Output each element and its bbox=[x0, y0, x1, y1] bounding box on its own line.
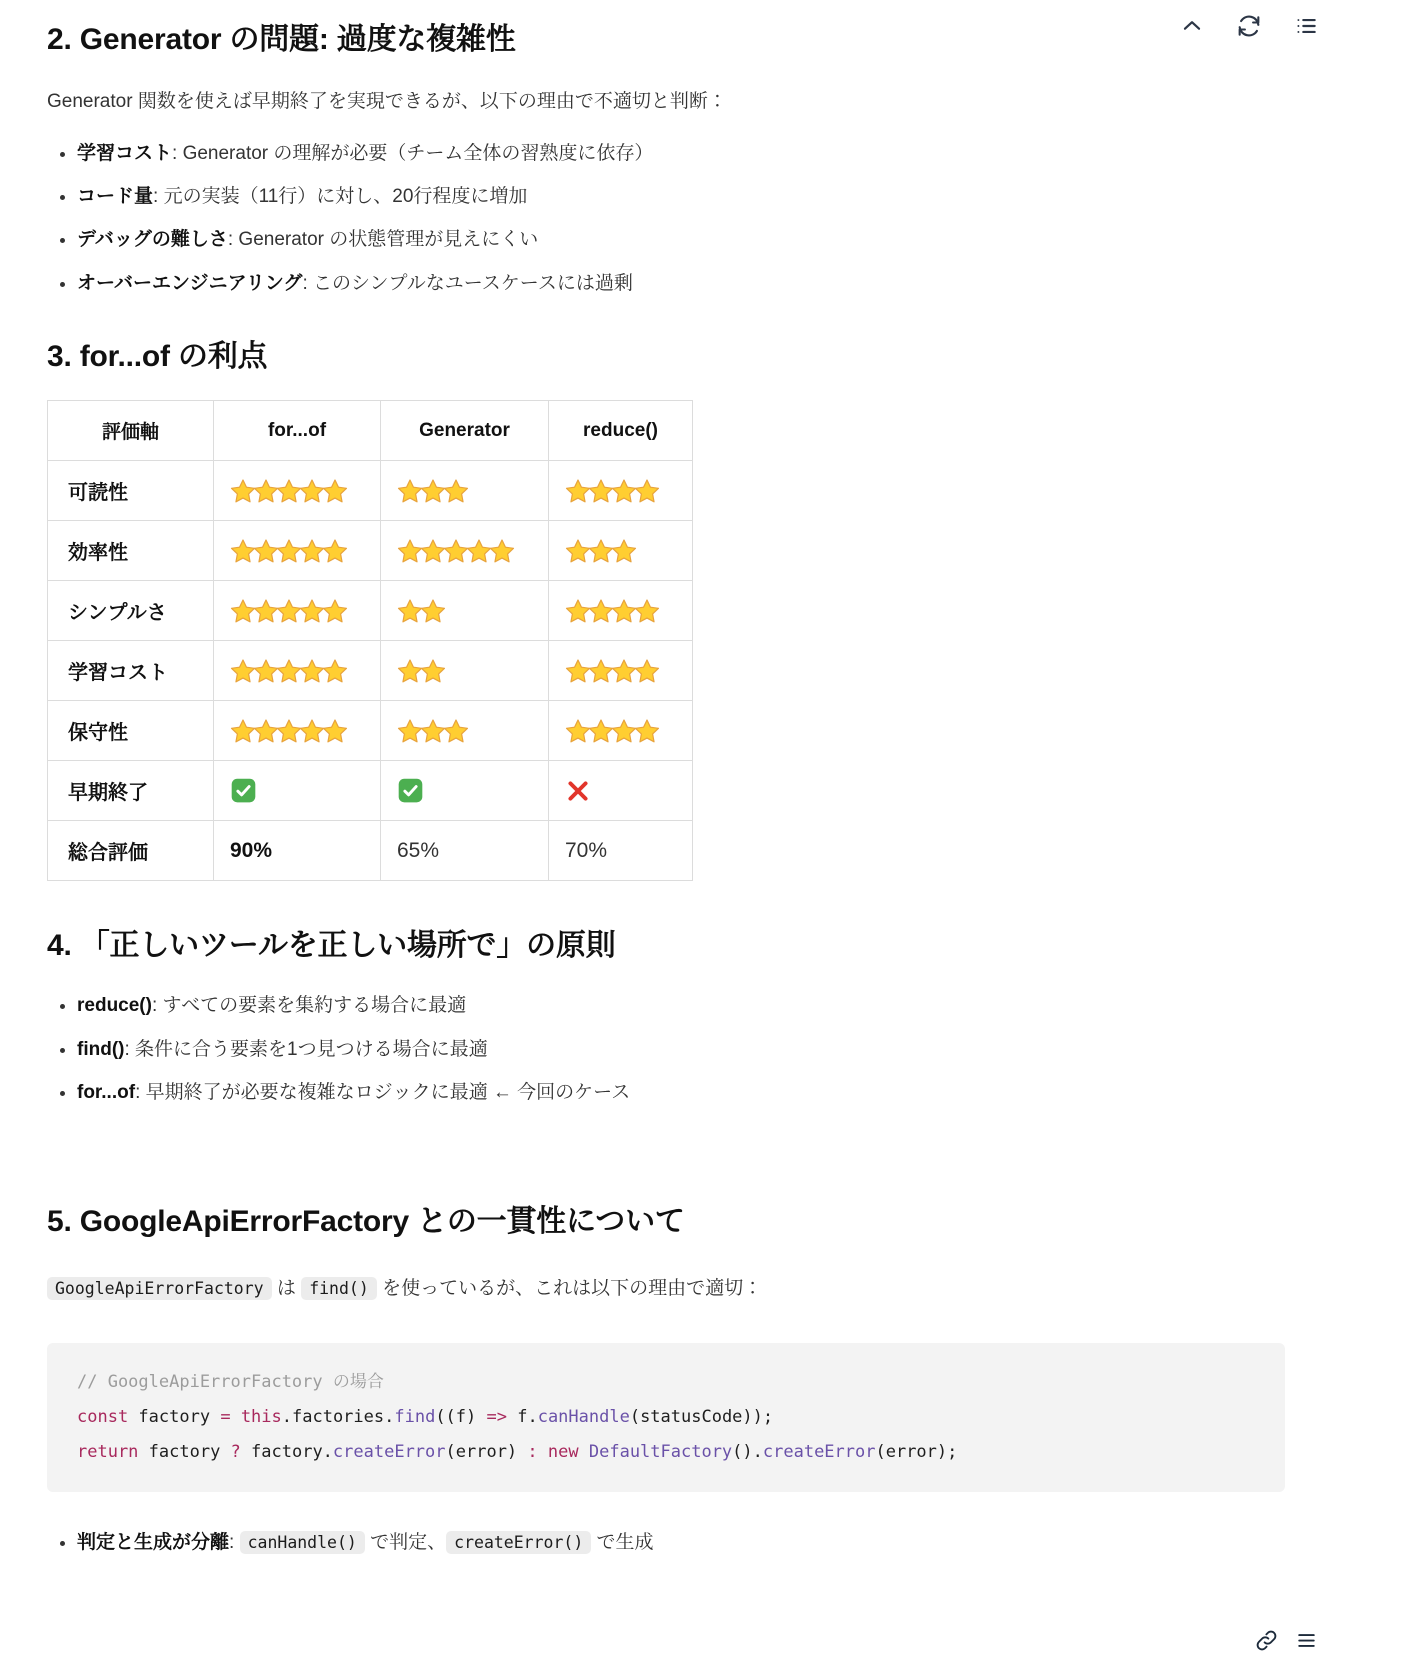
inline-code: find() bbox=[301, 1277, 377, 1300]
list-item bbox=[77, 991, 1379, 1020]
text: で判定、 bbox=[364, 1532, 447, 1554]
table-header-row bbox=[48, 401, 693, 461]
collapse-button[interactable] bbox=[1178, 12, 1206, 40]
text: : すべての要素を集約する場合に最適 bbox=[151, 995, 467, 1017]
list-item bbox=[77, 269, 1379, 298]
bold-text: 判定と生成が分離 bbox=[77, 1532, 230, 1554]
code-token-fn: createError bbox=[762, 1442, 876, 1463]
code-block bbox=[47, 1343, 1285, 1492]
code-token-comment: // GoogleApiErrorFactory の場合 bbox=[77, 1372, 384, 1393]
code-token-kw: this bbox=[240, 1407, 282, 1428]
section-generator-problems bbox=[47, 21, 1379, 298]
section-5-heading: 5. GoogleApiErrorFactory との一貫性について bbox=[47, 1204, 685, 1238]
table-cell: 70% bbox=[549, 821, 693, 881]
list-item bbox=[77, 1528, 1379, 1557]
section-consistency bbox=[47, 1203, 1379, 1558]
list-item bbox=[77, 139, 1379, 168]
outline-list-button[interactable] bbox=[1292, 12, 1320, 40]
section-forof-advantages bbox=[47, 338, 1379, 881]
text: : 条件に合う要素を1つ見つける場合に最適 bbox=[124, 1038, 488, 1060]
bottom-toolbar bbox=[1252, 1626, 1320, 1654]
menu-button[interactable] bbox=[1292, 1626, 1320, 1654]
inline-code: GoogleApiErrorFactory bbox=[47, 1277, 272, 1300]
comparison-table bbox=[47, 400, 693, 881]
list-item bbox=[77, 225, 1379, 254]
rating-5-stars bbox=[214, 701, 381, 761]
top-toolbar bbox=[1178, 12, 1320, 40]
code-token-p: (error) bbox=[445, 1442, 528, 1463]
code-line bbox=[77, 1365, 1255, 1400]
star-icon bbox=[443, 478, 469, 504]
table-row bbox=[48, 761, 693, 821]
text: で生成 bbox=[591, 1532, 654, 1554]
table-cell bbox=[214, 761, 381, 821]
refresh-button[interactable] bbox=[1235, 12, 1263, 40]
table-cell bbox=[381, 761, 549, 821]
text: は bbox=[271, 1277, 302, 1299]
list-item bbox=[77, 182, 1379, 211]
rating-5-stars bbox=[381, 521, 549, 581]
code-token-p: (error); bbox=[875, 1442, 958, 1463]
table-row bbox=[48, 821, 693, 881]
rating-3-stars bbox=[381, 461, 549, 521]
bold-text: 学習コスト bbox=[77, 142, 173, 164]
row-label: 効率性 bbox=[48, 521, 214, 581]
check-icon bbox=[230, 777, 257, 804]
code-token-kw: ? bbox=[230, 1442, 241, 1463]
text: : Generator の理解が必要（チーム全体の習熟度に依存） bbox=[172, 142, 654, 164]
section-right-tool-principle bbox=[47, 927, 1379, 1107]
code-token-p: factory. bbox=[240, 1442, 333, 1463]
code-line bbox=[77, 1400, 1255, 1435]
link-button[interactable] bbox=[1252, 1626, 1280, 1654]
star-icon bbox=[420, 658, 446, 684]
rating-3-stars bbox=[549, 521, 693, 581]
section-5-bullet-list bbox=[47, 1528, 1379, 1557]
text: : このシンプルなユースケースには過剰 bbox=[302, 272, 633, 294]
row-label: 可読性 bbox=[48, 461, 214, 521]
code-token-p: f. bbox=[506, 1407, 538, 1428]
code-token-kw: : bbox=[527, 1442, 538, 1463]
table-row bbox=[48, 641, 693, 701]
rating-4-stars bbox=[549, 581, 693, 641]
rating-2-stars bbox=[381, 581, 549, 641]
code-token-kw: return bbox=[77, 1442, 139, 1463]
inline-code: canHandle() bbox=[240, 1531, 365, 1554]
table-row bbox=[48, 461, 693, 521]
row-label: 早期終了 bbox=[48, 761, 214, 821]
code-token-p: factory bbox=[138, 1442, 231, 1463]
check-icon bbox=[397, 777, 424, 804]
rating-5-stars bbox=[214, 521, 381, 581]
rating-5-stars bbox=[214, 461, 381, 521]
refresh-icon bbox=[1235, 12, 1263, 40]
code-token-p: (). bbox=[732, 1442, 763, 1463]
code-token-kw: new bbox=[547, 1442, 579, 1463]
star-icon bbox=[634, 718, 660, 744]
section-2-intro: Generator 関数を使えば早期終了を実現できるが、以下の理由で不適切と判断： bbox=[47, 91, 727, 113]
code-token-p: ((f) bbox=[435, 1407, 487, 1428]
star-icon bbox=[634, 598, 660, 624]
bold-text: コード量 bbox=[77, 185, 154, 207]
star-icon bbox=[322, 598, 348, 624]
inline-code: createError() bbox=[446, 1531, 591, 1554]
row-label: 総合評価 bbox=[48, 821, 214, 881]
row-label: 学習コスト bbox=[48, 641, 214, 701]
menu-icon bbox=[1294, 1628, 1319, 1653]
bold-text: find() bbox=[77, 1038, 125, 1060]
rating-5-stars bbox=[214, 581, 381, 641]
rating-5-stars bbox=[214, 641, 381, 701]
section-4-bullet-list bbox=[47, 991, 1379, 1107]
section-2-bullet-list bbox=[47, 139, 1379, 299]
section-4-heading: 4. 「正しいツールを正しい場所で」の原則 bbox=[47, 929, 616, 963]
table-row bbox=[48, 581, 693, 641]
star-icon bbox=[634, 478, 660, 504]
code-token-kw: const bbox=[77, 1407, 129, 1428]
code-token-p: factory bbox=[128, 1407, 221, 1428]
text: : bbox=[229, 1532, 240, 1554]
star-icon bbox=[322, 538, 348, 564]
star-icon bbox=[322, 718, 348, 744]
bold-text: オーバーエンジニアリング bbox=[77, 272, 303, 294]
code-line bbox=[77, 1435, 1255, 1470]
chevron-up-icon bbox=[1179, 13, 1205, 39]
table-header-cell: Generator bbox=[381, 401, 549, 461]
section-5-paragraph bbox=[47, 1273, 1379, 1305]
text: を使っているが、これは以下の理由で適切： bbox=[376, 1277, 763, 1299]
table-cell: 65% bbox=[381, 821, 549, 881]
rating-4-stars bbox=[549, 701, 693, 761]
section-2-heading: 2. Generator の問題: 過度な複雑性 bbox=[47, 23, 516, 56]
link-icon bbox=[1254, 1628, 1279, 1653]
rating-3-stars bbox=[381, 701, 549, 761]
code-token-p: .factories. bbox=[281, 1407, 395, 1428]
code-token-p bbox=[231, 1407, 241, 1427]
table-row bbox=[48, 521, 693, 581]
row-label: 保守性 bbox=[48, 701, 214, 761]
list-item bbox=[77, 1035, 1379, 1064]
table-header-cell: reduce() bbox=[549, 401, 693, 461]
text: : Generator の状態管理が見えにくい bbox=[227, 229, 539, 251]
bold-text: デバッグの難しさ bbox=[77, 229, 228, 251]
rating-4-stars bbox=[549, 641, 693, 701]
code-token-fn: find bbox=[394, 1407, 436, 1428]
table-header-cell: 評価軸 bbox=[48, 401, 214, 461]
code-token-fn: DefaultFactory bbox=[588, 1442, 733, 1463]
table-header-cell: for...of bbox=[214, 401, 381, 461]
table-cell bbox=[549, 761, 693, 821]
rating-4-stars bbox=[549, 461, 693, 521]
bold-text: for...of bbox=[77, 1082, 136, 1104]
code-token-kw: = bbox=[220, 1407, 231, 1428]
code-token-p: (statusCode)); bbox=[629, 1407, 774, 1428]
text: : 早期終了が必要な複雑なロジックに最適 ← 今回のケース bbox=[135, 1082, 631, 1104]
star-icon bbox=[322, 658, 348, 684]
star-icon bbox=[489, 538, 515, 564]
table-cell: 90% bbox=[214, 821, 381, 881]
star-icon bbox=[420, 598, 446, 624]
row-label: シンプルさ bbox=[48, 581, 214, 641]
code-token-fn: canHandle bbox=[537, 1407, 630, 1428]
table-row bbox=[48, 701, 693, 761]
star-icon bbox=[443, 718, 469, 744]
star-icon bbox=[634, 658, 660, 684]
code-token-p bbox=[579, 1442, 589, 1462]
code-token-p bbox=[538, 1442, 548, 1462]
bold-text: reduce() bbox=[77, 995, 152, 1017]
star-icon bbox=[322, 478, 348, 504]
star-icon bbox=[611, 538, 637, 564]
code-token-kw: => bbox=[486, 1407, 507, 1428]
cross-icon bbox=[565, 778, 591, 804]
code-token-fn: createError bbox=[332, 1442, 446, 1463]
outline-list-icon bbox=[1293, 13, 1319, 39]
section-3-heading: 3. for...of の利点 bbox=[47, 340, 268, 374]
rating-2-stars bbox=[381, 641, 549, 701]
text: : 元の実装（11行）に対し、20行程度に増加 bbox=[153, 185, 528, 207]
list-item bbox=[77, 1078, 1379, 1107]
